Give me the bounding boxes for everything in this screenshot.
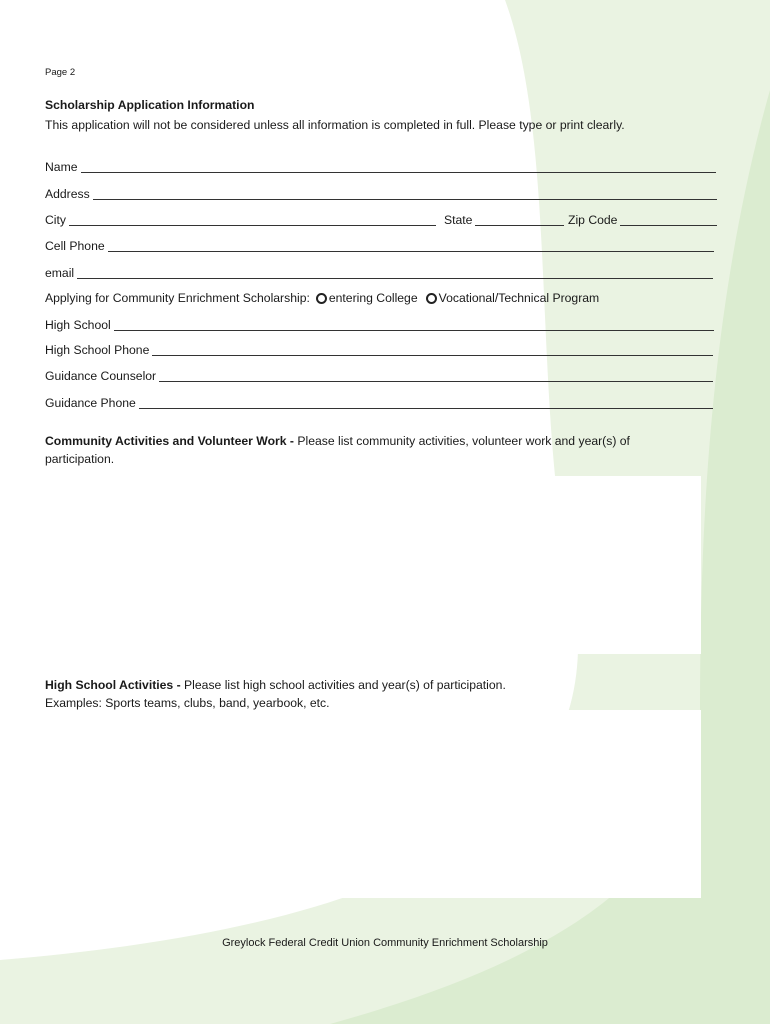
email-field[interactable] bbox=[45, 264, 713, 280]
instructions-text: This application will not be considered unless all information is completed in full. Please type or print clearly. bbox=[45, 118, 625, 132]
highschool-activities-text: Please list high school activities and year(s) of participation. bbox=[180, 678, 506, 692]
name-field[interactable] bbox=[45, 158, 716, 174]
high-school-phone-field[interactable] bbox=[45, 341, 713, 357]
address-label: Address bbox=[45, 187, 90, 201]
community-activities-section bbox=[45, 432, 665, 468]
zip-label: Zip Code bbox=[568, 213, 618, 227]
high-school-phone-line[interactable] bbox=[152, 343, 713, 356]
guidance-phone-field[interactable] bbox=[45, 394, 713, 410]
zip-line[interactable] bbox=[620, 213, 717, 226]
email-label: email bbox=[45, 266, 75, 280]
radio-vocational-program[interactable] bbox=[426, 293, 437, 304]
state-label: State bbox=[444, 213, 473, 227]
name-line[interactable] bbox=[81, 160, 716, 173]
city-line[interactable] bbox=[69, 213, 436, 226]
guidance-counselor-field[interactable] bbox=[45, 367, 713, 383]
guidance-counselor-line[interactable] bbox=[159, 369, 713, 382]
zip-field[interactable] bbox=[568, 211, 717, 227]
cell-phone-line[interactable] bbox=[108, 239, 714, 252]
high-school-line[interactable] bbox=[114, 318, 714, 331]
highschool-activities-title: High School Activities - bbox=[45, 678, 181, 692]
option-vocational-program: Vocational/Technical Program bbox=[438, 291, 600, 305]
high-school-field[interactable] bbox=[45, 316, 714, 332]
highschool-activities-examples: Examples: Sports teams, clubs, band, yearbook, etc. bbox=[45, 696, 330, 710]
cell-phone-label: Cell Phone bbox=[45, 239, 105, 253]
guidance-phone-label: Guidance Phone bbox=[45, 396, 136, 410]
email-line[interactable] bbox=[77, 266, 713, 279]
city-field[interactable] bbox=[45, 211, 436, 227]
state-field[interactable] bbox=[444, 211, 564, 227]
high-school-label: High School bbox=[45, 318, 111, 332]
section-heading: Scholarship Application Information bbox=[45, 98, 255, 112]
guidance-phone-line[interactable] bbox=[139, 396, 713, 409]
page-number: Page 2 bbox=[45, 67, 76, 78]
scholarship-type-label: Applying for Community Enrichment Scholarship: bbox=[45, 291, 310, 305]
address-line[interactable] bbox=[93, 187, 717, 200]
radio-entering-college[interactable] bbox=[316, 293, 327, 304]
community-activities-title: Community Activities and Volunteer Work - bbox=[45, 434, 294, 448]
highschool-activities-section bbox=[45, 676, 665, 694]
high-school-phone-label: High School Phone bbox=[45, 343, 150, 357]
page-footer: Greylock Federal Credit Union Community Enrichment Scholarship bbox=[222, 937, 548, 949]
cell-phone-field[interactable] bbox=[45, 237, 714, 253]
option-entering-college: entering College bbox=[328, 291, 418, 305]
name-label: Name bbox=[45, 160, 78, 174]
scholarship-type-question bbox=[45, 290, 599, 306]
guidance-counselor-label: Guidance Counselor bbox=[45, 369, 157, 383]
state-line[interactable] bbox=[475, 213, 564, 226]
city-label: City bbox=[45, 213, 66, 227]
community-activities-text: Please list community activities, volunteer work and year(s) of participation. bbox=[45, 434, 630, 466]
address-field[interactable] bbox=[45, 185, 717, 201]
